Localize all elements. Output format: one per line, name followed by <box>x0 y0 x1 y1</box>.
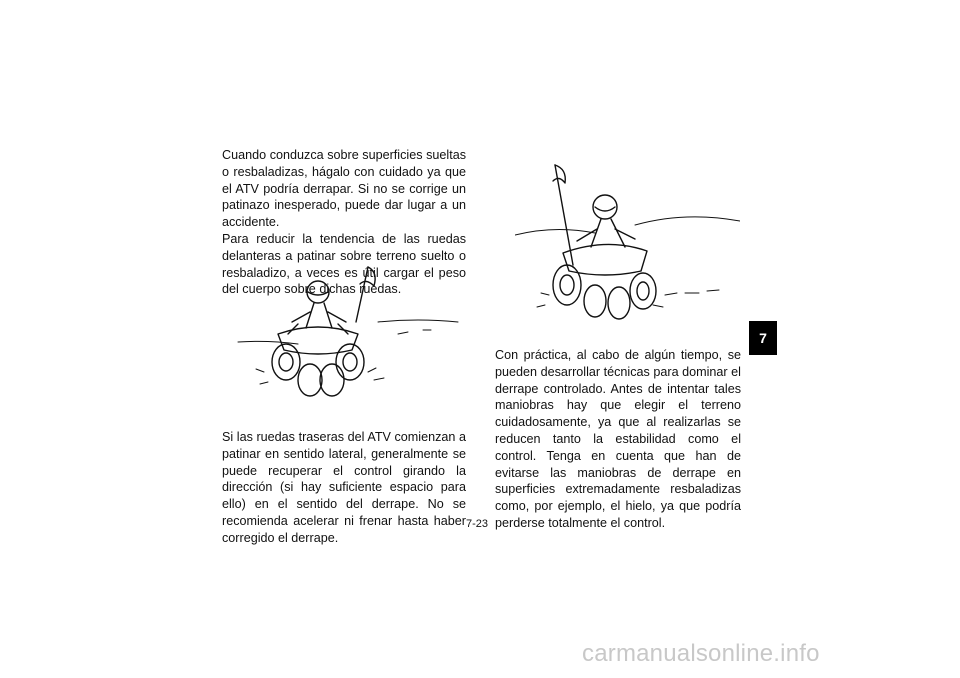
atv-rider-illustration-right <box>515 155 740 335</box>
paragraph-front-wheels: Para reducir la tendencia de las ruedas delanteras a patinar sobre terreno suelto o resbaladizo, a veces es útil cargar el peso del cuerpo sobre dichas ruedas. <box>222 231 466 297</box>
paragraph-controlled-skid: Con práctica, al cabo de algún tiempo, se pueden desarrollar técnicas para dominar el derrape controlado. Antes de intentar tales maniobras hay que elegir el terreno cuidadosamente, ya que al realizarlas se reducen tanto la estabilidad como el control. Tenga en cuenta que han de evitarse las maniobras de derrape en superficies extremadamente resbaladizas como, por ejemplo, el hielo, ya que podría perderse totalmente el control. <box>495 348 741 530</box>
left-column-bottom-text <box>222 429 466 547</box>
atv-rider-illustration-left <box>228 262 468 412</box>
paragraph-rear-wheel-skid: Si las ruedas traseras del ATV comienzan a patinar en sentido lateral, generalmente se puede recuperar el control girando la dirección (si hay suficiente espacio para ello) en el sentido del derrape. No se recomienda acelerar ni frenar hasta haber corregido el derrape. <box>222 430 466 545</box>
right-column-text <box>495 347 741 532</box>
paragraph-loose-surfaces: Cuando conduzca sobre superficies sueltas o resbaladizas, hágalo con cuidado ya que el ATV podría derrapar. Si no se corrige un patinazo inesperado, puede dar lugar a un accidente. <box>222 148 466 230</box>
page-number: 7-23 <box>466 518 489 530</box>
watermark: carmanualsonline.info <box>582 640 820 667</box>
chapter-tab: 7 <box>749 321 777 355</box>
